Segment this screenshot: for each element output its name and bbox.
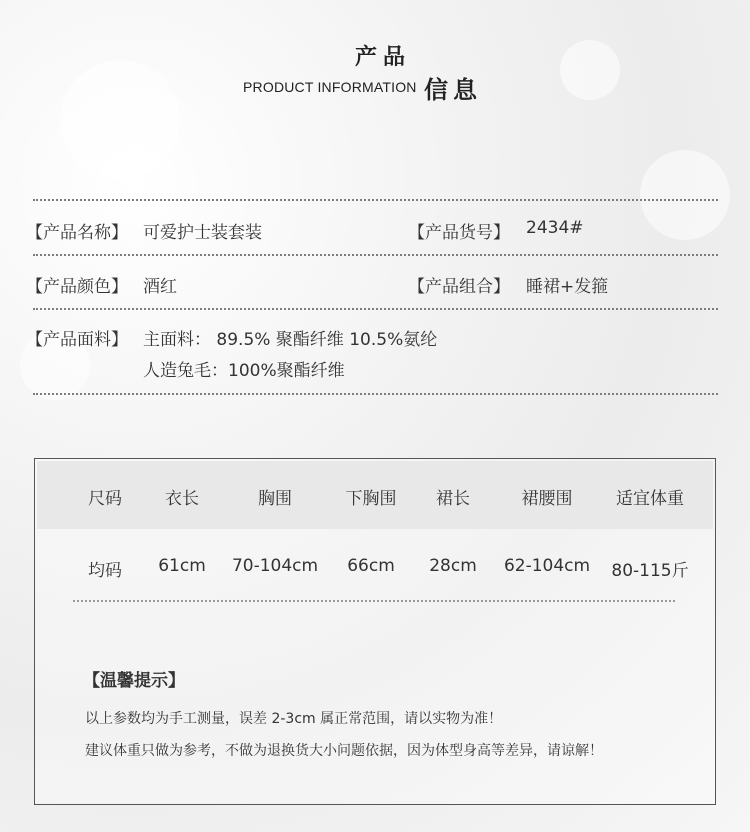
table-cell: 66cm: [347, 556, 395, 576]
product-combo-value: 睡裙+发箍: [526, 277, 609, 297]
product-combo-label: 【产品组合】: [408, 277, 510, 297]
title-chinese-bottom: 信息: [424, 75, 482, 104]
column-header: 下胸围: [345, 489, 397, 509]
divider: [33, 308, 718, 310]
table-cell: 70-104cm: [231, 556, 319, 576]
product-color-value: 酒红: [143, 277, 177, 297]
product-sku-label: 【产品货号】: [408, 223, 510, 243]
product-sku-value: 2434#: [526, 218, 584, 238]
tip-line: 以上参数均为手工测量，误差 2-3cm 属正常范围，请以实物为准！: [85, 711, 503, 727]
tips-title: 【温馨提示】: [83, 671, 185, 691]
table-cell: 均码: [88, 561, 122, 581]
column-header: 尺码: [88, 489, 122, 509]
product-fabric-fur: 人造兔毛：100%聚酯纤维: [143, 361, 345, 381]
product-color-label: 【产品颜色】: [26, 277, 128, 297]
background-bokeh: [640, 150, 730, 240]
divider: [33, 393, 718, 395]
tip-line: 建议体重只做为参考，不做为退换货大小问题依据，因为体型身高等差异，请谅解！: [85, 743, 603, 759]
divider: [33, 199, 718, 201]
table-cell: 62-104cm: [503, 556, 591, 576]
title-english: PRODUCT INFORMATION: [243, 79, 417, 95]
divider: [33, 254, 718, 256]
column-header: 胸围: [258, 489, 292, 509]
product-name-label: 【产品名称】: [26, 223, 128, 243]
background-bokeh: [560, 40, 620, 100]
product-fabric-label: 【产品面料】: [26, 330, 128, 350]
product-fabric-main: 主面料： 89.5% 聚酯纤维 10.5%氨纶: [143, 330, 438, 350]
column-header: 裙腰围: [521, 489, 573, 509]
size-table-box: [34, 458, 716, 805]
table-cell: 61cm: [158, 556, 206, 576]
column-header: 裙长: [436, 489, 470, 509]
product-name-value: 可爱护士装套装: [143, 223, 262, 243]
column-header: 衣长: [165, 489, 199, 509]
background-bokeh: [60, 60, 180, 180]
title-chinese-top: 产品: [355, 44, 412, 70]
column-header: 适宜体重: [616, 489, 684, 509]
table-cell: 80-115斤: [611, 561, 689, 581]
table-cell: 28cm: [429, 556, 477, 576]
divider: [73, 600, 675, 602]
